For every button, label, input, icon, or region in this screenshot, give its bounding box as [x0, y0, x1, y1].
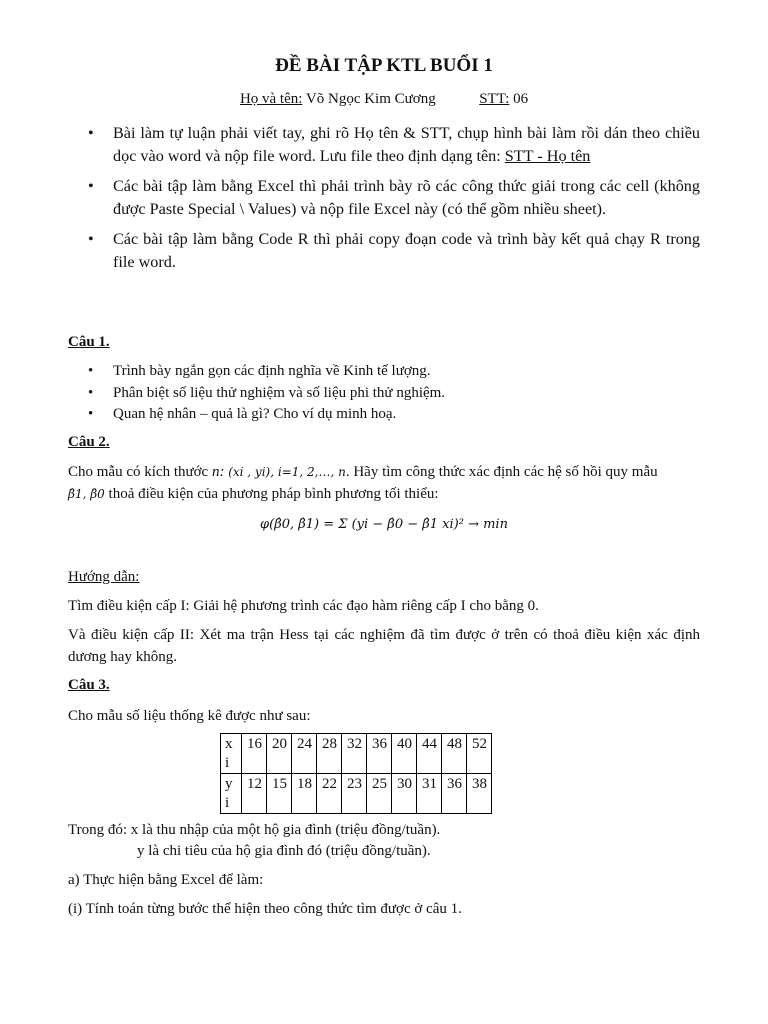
coefficient-notation: β̂1, β̂0	[68, 487, 105, 501]
cau2-intro: Cho mẫu có kích thước n: (xi , yi), i=1, 2,…, n. Hãy tìm công thức xác định các hệ số hồi quy mẫu β̂1, β̂0 thoả điều kiện của phương pháp bình phương tối thiểu:	[68, 464, 658, 502]
instruction-item: • Các bài tập làm bằng Excel thì phải trình bày rõ các công thức giải trong các cell (không được Paste Special \ Values) và nộp file Excel này (có thể gồm nhiều sheet).	[68, 175, 700, 220]
data-table	[220, 733, 492, 814]
table-cell: 52	[467, 734, 492, 774]
cau1-heading: Câu 1.	[68, 334, 110, 350]
sample-notation: (xi , yi), i=1, 2,…, n	[228, 465, 346, 479]
list-item: • Trình bày ngắn gọn các định nghĩa về Kinh tế lượng.	[68, 361, 700, 383]
cau3-heading: Câu 3.	[68, 677, 110, 693]
table-cell: 30	[392, 774, 417, 814]
guide-heading: Hướng dẫn:	[68, 569, 140, 585]
author-line	[68, 91, 700, 108]
variable-note-y: y là chi tiêu của hộ gia đình đó (triệu đồng/tuần).	[137, 843, 431, 859]
least-squares-formula: φ(β̂0, β̂1) = Σ (yi − β̂0 − β̂1 xi)² → min	[260, 517, 508, 532]
guide-step-1: Tìm điều kiện cấp I: Giải hệ phương trình các đạo hàm riêng cấp I cho bằng 0.	[68, 598, 539, 614]
instruction-item: • Các bài tập làm bằng Code R thì phải copy đoạn code và trình bày kết quả chạy R trong file word.	[68, 228, 700, 273]
table-cell: 18	[292, 774, 317, 814]
list-item: • Phân biệt số liệu thử nghiệm và số liệu phi thử nghiệm.	[68, 383, 700, 405]
cau1-list	[68, 361, 700, 426]
document-title: ĐỀ BÀI TẬP KTL BUỔI 1	[275, 55, 493, 76]
table-cell: 44	[417, 734, 442, 774]
table-cell: 36	[367, 734, 392, 774]
table-cell: 22	[317, 774, 342, 814]
table-cell: 28	[317, 734, 342, 774]
stt-label: STT:	[479, 91, 510, 107]
table-cell: 15	[267, 774, 292, 814]
table-row-y	[221, 774, 492, 814]
table-cell: 40	[392, 734, 417, 774]
table-cell: x i	[221, 734, 242, 774]
stt-value: 06	[513, 91, 529, 107]
table-cell: 36	[442, 774, 467, 814]
guide-step-2: Và điều kiện cấp II: Xét ma trận Hess tại các nghiệm đã tìm được ở trên có thoả điều kiện xác định dương hay không.	[68, 627, 700, 665]
table-cell: 23	[342, 774, 367, 814]
cau3-intro: Cho mẫu số liệu thống kê được như sau:	[68, 708, 311, 724]
part-a-i: (i) Tính toán từng bước thể hiện theo công thức tìm được ở câu 1.	[68, 901, 462, 917]
table-cell: 12	[242, 774, 267, 814]
table-cell: 32	[342, 734, 367, 774]
table-row-x	[221, 734, 492, 774]
variable-note-x: Trong đó: x là thu nhập của một hộ gia đình (triệu đồng/tuần).	[68, 822, 441, 838]
table-cell: 38	[467, 774, 492, 814]
table-cell: y i	[221, 774, 242, 814]
table-cell: 24	[292, 734, 317, 774]
list-item: • Quan hệ nhân – quả là gì? Cho ví dụ minh hoạ.	[68, 404, 700, 426]
name-value: Võ Ngọc Kim Cương	[305, 91, 436, 107]
table-cell: 48	[442, 734, 467, 774]
table-cell: 31	[417, 774, 442, 814]
name-label: Họ và tên:	[239, 91, 303, 107]
instruction-item: • Bài làm tự luận phải viết tay, ghi rõ Họ tên & STT, chụp hình bài làm rồi dán theo chiều dọc vào word và nộp file word. Lưu file theo định dạng tên: STT - Họ tên	[68, 122, 700, 167]
table-cell: 25	[367, 774, 392, 814]
part-a: a) Thực hiện bằng Excel để làm:	[68, 872, 264, 888]
table-cell: 16	[242, 734, 267, 774]
table-cell: 20	[267, 734, 292, 774]
instruction-list	[68, 122, 700, 281]
cau2-heading: Câu 2.	[68, 434, 110, 450]
